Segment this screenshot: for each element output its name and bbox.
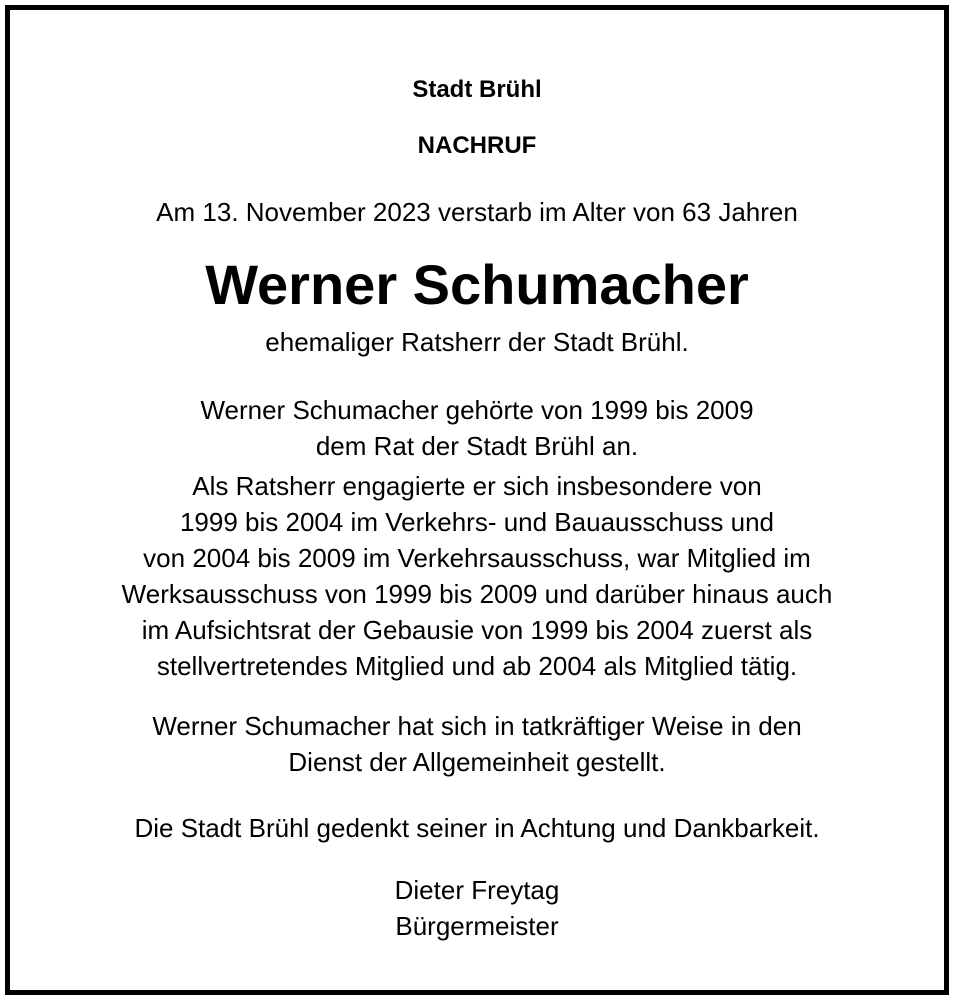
deceased-role: ehemaliger Ratsherr der Stadt Brühl. — [265, 327, 689, 357]
signer-title: Bürgermeister — [395, 911, 559, 941]
text-line: Dienst der Allgemeinheit gestellt. — [288, 747, 666, 777]
text-line: Als Ratsherr engagierte er sich insbesondere von — [192, 471, 762, 501]
text-line: stellvertretendes Mitglied und ab 2004 als Mitglied tätig. — [156, 651, 798, 681]
text-line: 1999 bis 2004 im Verkehrs- und Bauausschuss und — [179, 507, 775, 537]
intro-text: Am 13. November 2023 verstarb im Alter von 63 Jahren — [156, 197, 798, 227]
paragraph-remembrance — [10, 810, 944, 846]
text-line: Werksausschuss von 1999 bis 2009 und darüber hinaus auch — [121, 579, 833, 609]
notice-title: NACHRUF — [417, 132, 537, 159]
issuer-heading: Stadt Brühl — [412, 76, 542, 103]
text-line: Werner Schumacher gehörte von 1999 bis 2009 — [200, 395, 754, 425]
deceased-name: Werner Schumacher — [205, 253, 749, 316]
text-line: im Aufsichtsrat der Gebausie von 1999 bis 2004 zuerst als — [141, 615, 813, 645]
signature-block — [10, 872, 944, 944]
paragraph-council-membership — [10, 392, 944, 464]
text-line: dem Rat der Stadt Brühl an. — [315, 431, 639, 461]
text-line: Werner Schumacher hat sich in tatkräftiger Weise in den — [152, 711, 802, 741]
obituary-notice — [5, 5, 949, 995]
text-line: von 2004 bis 2009 im Verkehrsausschuss, war Mitglied im — [143, 543, 811, 573]
text-line: Die Stadt Brühl gedenkt seiner in Achtung und Dankbarkeit. — [134, 813, 820, 843]
paragraph-service — [10, 708, 944, 780]
paragraph-committees — [10, 468, 944, 684]
signer-name: Dieter Freytag — [394, 875, 560, 905]
